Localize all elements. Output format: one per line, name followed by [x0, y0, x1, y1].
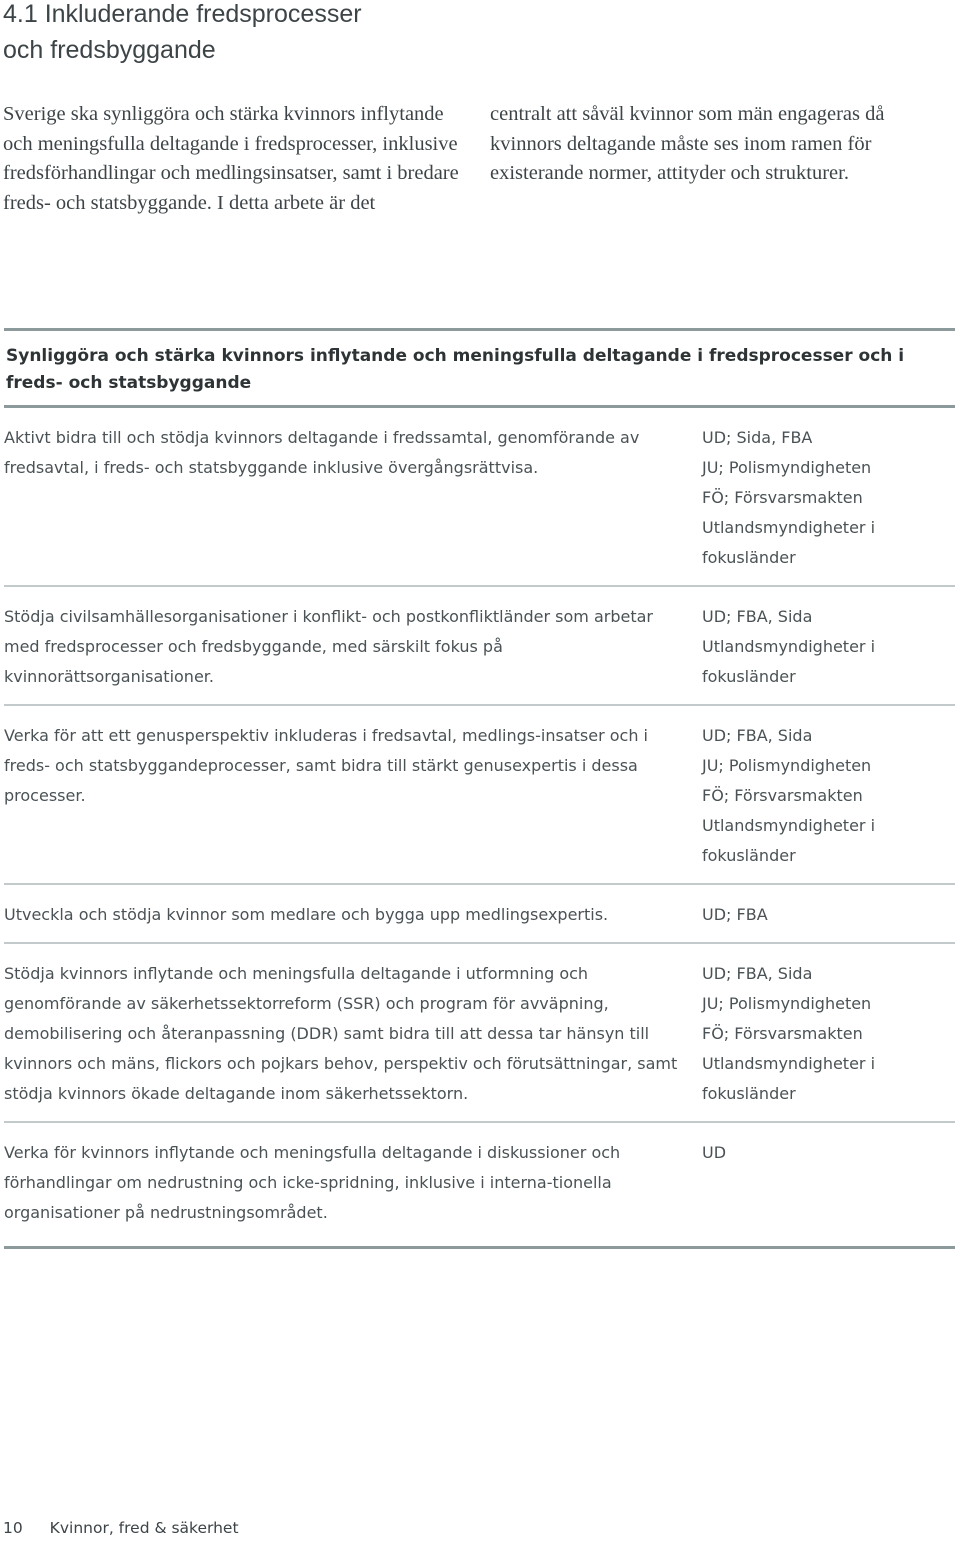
section-title-line-1: 4.1 Inkluderande fredsprocesser: [3, 0, 362, 28]
row-responsible: UD; FBA, Sida Utlandsmyndigheter i fokusländer: [702, 607, 876, 686]
intro-column-right: centralt att såväl kvinnor som män engageras då kvinnors deltagande måste ses inom ramen för existerande normer, attityder och strukturer.: [490, 103, 885, 184]
row-description: Verka för kvinnors inflytande och meningsfulla deltagande i diskussioner och förhandlingar om nedrustning och icke-spridning, inklusive i interna-tionella organisationer på nedrustningsområdet.: [4, 1143, 621, 1222]
row-responsible: UD; FBA, Sida JU; Polismyndigheten FÖ; Försvarsmakten Utlandsmyndigheter i fokusländer: [702, 726, 876, 865]
section-title: [3, 0, 362, 68]
row-description: Utveckla och stödja kvinnor som medlare och bygga upp medlingsexpertis.: [4, 905, 609, 924]
table-row: [4, 1123, 955, 1240]
row-responsible: UD: [702, 1143, 727, 1162]
table-heading: Synliggöra och stärka kvinnors inflytande och meningsfulla deltagande i fredsprocesser och i freds- och statsbyggande: [6, 346, 905, 393]
intro-column-left: Sverige ska synliggöra och stärka kvinnors inflytande och meningsfulla deltagande i fredsprocesser, inklusive fredsförhandlingar och medlingsinsatser, samt i bredare freds- och statsbyggande. I detta arbete är det: [3, 103, 459, 214]
row-responsible: UD; FBA: [702, 905, 768, 924]
publication-title: Kvinnor, fred & säkerhet: [49, 1519, 239, 1537]
row-description: Stödja civilsamhällesorganisationer i konflikt- och postkonfliktländer som arbetar med fredsprocesser och fredsbyggande, med särskilt fokus på kvinnorättsorganisationer.: [4, 607, 654, 686]
table-row: [4, 944, 955, 1121]
page-footer: [3, 1519, 239, 1537]
table-row: [4, 885, 955, 942]
row-responsible: UD; Sida, FBA JU; Polismyndigheten FÖ; Försvarsmakten Utlandsmyndigheter i fokusländer: [702, 428, 876, 567]
action-table: [4, 328, 955, 1249]
row-description: Aktivt bidra till och stödja kvinnors deltagande i fredssamtal, genomförande av fredsavtal, i freds- och statsbyggande inklusive övergångsrättvisa.: [4, 428, 640, 477]
table-row: [4, 587, 955, 704]
row-responsible: UD; FBA, Sida JU; Polismyndigheten FÖ; Försvarsmakten Utlandsmyndigheter i fokusländer: [702, 964, 876, 1103]
row-description: Stödja kvinnors inflytande och meningsfulla deltagande i utformning och genomförande av säkerhetssektorreform (SSR) och program för avväpning, demobilisering och återanpassning (DDR) samt bidra till att dessa tar hänsyn till kvinnors och mäns, flickors och pojkars behov, perspektiv och förutsättningar, samt stödja kvinnors ökade deltagande inom säkerhetssektorn.: [4, 964, 678, 1103]
section-title-line-2: och fredsbyggande: [3, 36, 216, 64]
row-description: Verka för att ett genusperspektiv inkluderas i fredsavtal, medlings-insatser och i freds- och statsbyggandeprocesser, samt bidra till stärkt genusexpertis i dessa processer.: [4, 726, 648, 805]
table-row: [4, 706, 955, 883]
table-bottom-rule: [4, 1246, 955, 1249]
page-number: 10: [3, 1519, 23, 1537]
table-row: [4, 408, 955, 585]
